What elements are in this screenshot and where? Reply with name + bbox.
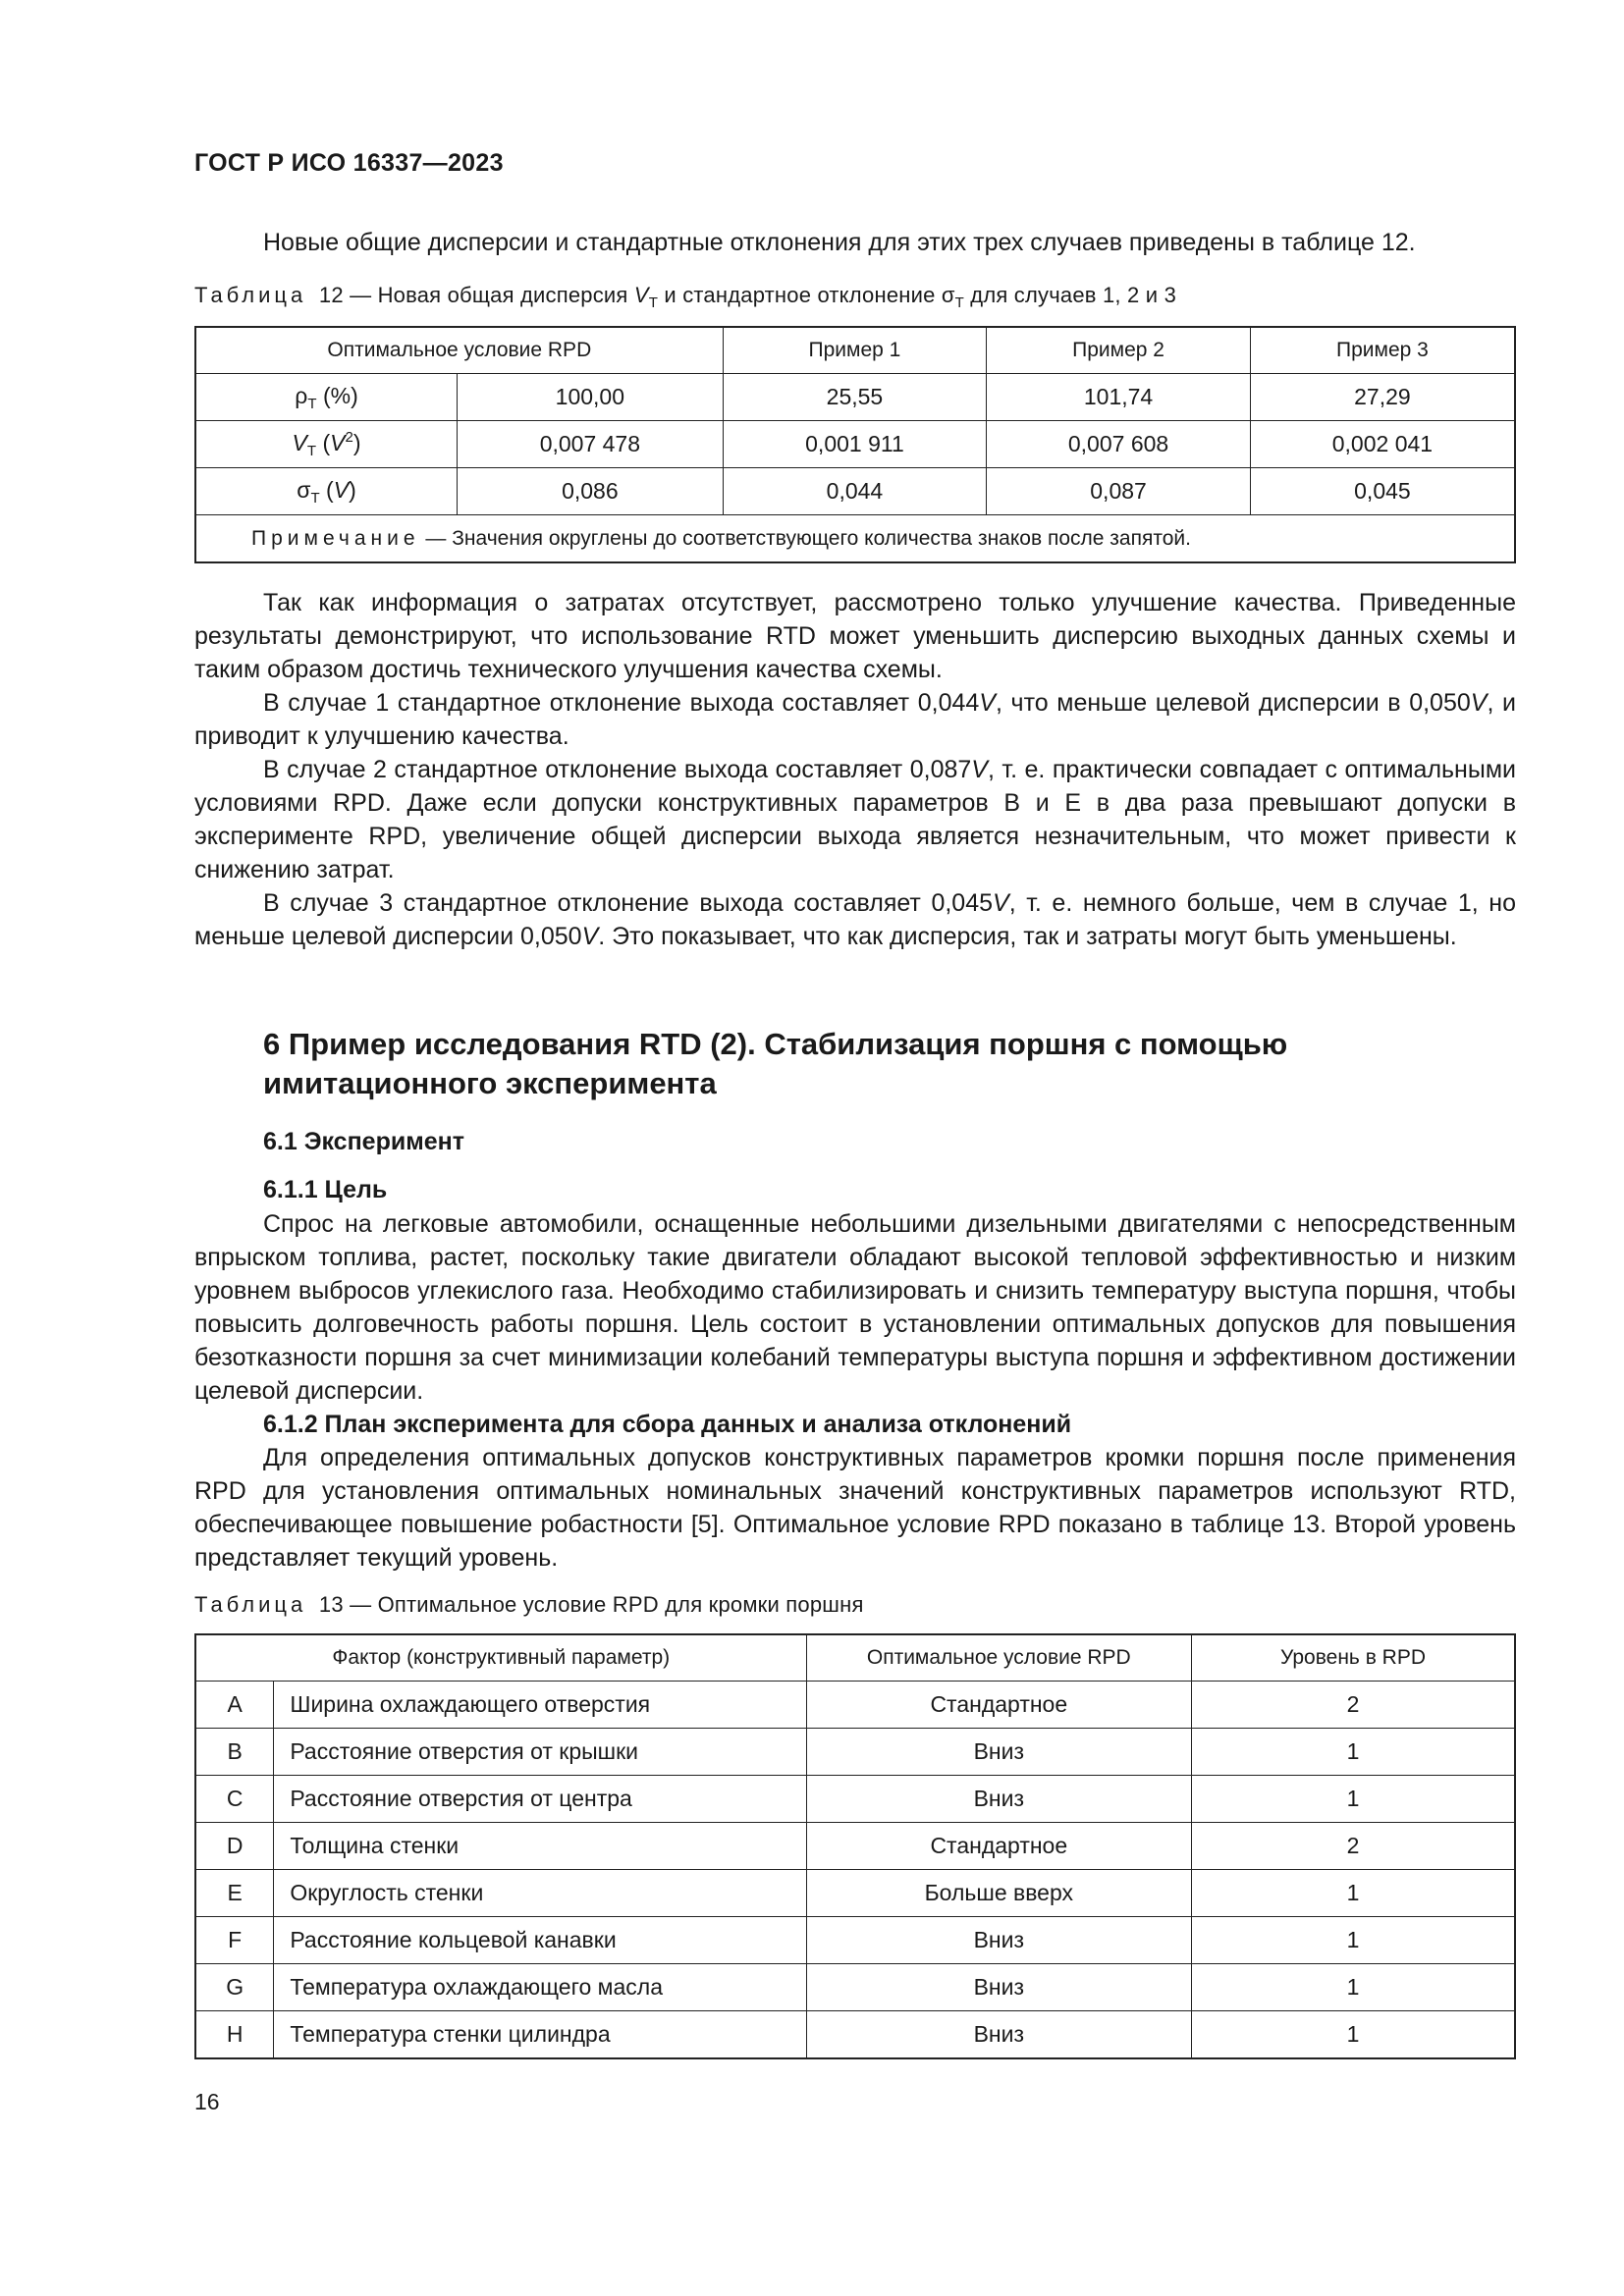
table-header-row	[195, 1634, 1515, 1682]
level-cell: 1	[1192, 1776, 1515, 1823]
table-cell: 100,00	[458, 374, 724, 421]
level-cell: 1	[1192, 1964, 1515, 2011]
table-cell: 0,087	[987, 468, 1251, 515]
condition-cell: Вниз	[806, 1729, 1191, 1776]
table-cell: 101,74	[987, 374, 1251, 421]
table-row	[195, 421, 1515, 468]
paragraph: В случае 3 стандартное отклонение выхода составляет 0,045V, т. е. немного больше, чем в случае 1, но меньше целевой дисперсии 0,050V. Это показывает, что как дисперсия, так и затраты могут быть уменьшены.	[194, 889, 1516, 950]
table-cell: 0,045	[1250, 468, 1515, 515]
factor-code-cell: B	[195, 1729, 274, 1776]
condition-cell: Вниз	[806, 1776, 1191, 1823]
section-6-1-2-heading: 6.1.2 План эксперимента для сбора данных и анализа отклонений	[263, 1411, 1072, 1438]
table-row	[195, 2011, 1515, 2059]
table-cell: 25,55	[723, 374, 987, 421]
note-text: — Значения округлены до соответствующего количества знаков после запятой.	[419, 526, 1191, 550]
factor-code-cell: C	[195, 1776, 274, 1823]
table-row	[195, 1823, 1515, 1870]
table-row	[195, 1964, 1515, 2011]
body-text-2	[194, 1207, 1516, 1575]
table-cell: 0,007 478	[458, 421, 724, 468]
caption-text: 12 — Новая общая дисперсия	[318, 283, 634, 307]
table-header-row	[195, 327, 1515, 374]
condition-cell: Вниз	[806, 1917, 1191, 1964]
table-note	[195, 515, 1515, 563]
table-row	[195, 1682, 1515, 1729]
row-label: $V_T$ $(V^2)$	[195, 421, 458, 468]
factor-name-cell: Температура стенки цилиндра	[274, 2011, 806, 2059]
table-13-caption	[194, 1592, 864, 1618]
factor-code-cell: H	[195, 2011, 274, 2059]
condition-cell: Стандартное	[806, 1823, 1191, 1870]
caption-text: и стандартное отклонение σ	[658, 283, 955, 307]
factor-name-cell: Ширина охлаждающего отверстия	[274, 1682, 806, 1729]
section-6-1-heading: 6.1 Эксперимент	[263, 1128, 464, 1155]
level-cell: 2	[1192, 1823, 1515, 1870]
column-header: Фактор (конструктивный параметр)	[195, 1634, 806, 1682]
column-header: Уровень в RPD	[1192, 1634, 1515, 1682]
factor-name-cell: Расстояние кольцевой канавки	[274, 1917, 806, 1964]
table-row	[195, 374, 1515, 421]
table-cell: 27,29	[1250, 374, 1515, 421]
caption-word: Таблица	[194, 283, 307, 307]
paragraph: В случае 2 стандартное отклонение выхода составляет 0,087V, т. е. практически совпадает с оптимальными условиями RPD. Даже если допуски конструктивных параметров В и Е в два раза превышают допуски в эксперименте RPD, увеличение общей дисперсии выхода является незначительным, что может привести к снижению затрат.	[194, 756, 1516, 883]
paragraph: Для определения оптимальных допусков конструктивных параметров кромки поршня после применения RPD для установления оптимальных номинальных значений конструктивных параметров используют RTD, обеспечивающее повышение робастности [5]. Оптимальное условие RPD показано в таблице 13. Второй уровень представляет текущий уровень.	[194, 1444, 1516, 1572]
table-row	[195, 1870, 1515, 1917]
condition-cell: Больше вверх	[806, 1870, 1191, 1917]
body-text-1	[194, 586, 1516, 953]
factor-code-cell: A	[195, 1682, 274, 1729]
caption-text: 13 — Оптимальное условие RPD для кромки поршня	[318, 1592, 864, 1617]
factor-code-cell: G	[195, 1964, 274, 2011]
table-row	[195, 1917, 1515, 1964]
table-cell: 0,002 041	[1250, 421, 1515, 468]
row-label: $\rho_T$ (%)	[195, 374, 458, 421]
condition-cell: Вниз	[806, 2011, 1191, 2059]
section-6-heading: 6 Пример исследования RTD (2). Стабилизация поршня с помощью имитационного эксперимента	[263, 1027, 1288, 1100]
condition-cell: Вниз	[806, 1964, 1191, 2011]
column-header: Пример 1	[723, 327, 987, 374]
factor-code-cell: D	[195, 1823, 274, 1870]
paragraph: Спрос на легковые автомобили, оснащенные небольшими дизельными двигателями с непосредственным впрыском топлива, растет, поскольку такие двигатели обладают высокой тепловой эффективностью и низким уровнем выбросов углекислого газа. Необходимо стабилизировать и снизить температуру выступа поршня, чтобы повысить долговечность работы поршня. Цель состоит в установлении оптимальных допусков для повышения безотказности поршня за счет минимизации колебаний температуры выступа поршня и эффективном достижении целевой дисперсии.	[194, 1210, 1516, 1405]
level-cell: 1	[1192, 1729, 1515, 1776]
level-cell: 2	[1192, 1682, 1515, 1729]
caption-subscript: T	[648, 294, 659, 311]
factor-name-cell: Расстояние отверстия от центра	[274, 1776, 806, 1823]
table-row	[195, 1729, 1515, 1776]
caption-word: Таблица	[194, 1592, 307, 1617]
column-header: Пример 2	[987, 327, 1251, 374]
section-6-1-1-heading: 6.1.1 Цель	[263, 1176, 388, 1203]
table-note-row	[195, 515, 1515, 563]
row-label: $\sigma_T$ (V)	[195, 468, 458, 515]
table-cell: 0,044	[723, 468, 987, 515]
table-cell: 0,007 608	[987, 421, 1251, 468]
caption-subscript: T	[954, 294, 964, 311]
caption-text: для случаев 1, 2 и 3	[964, 283, 1177, 307]
page-number: 16	[194, 2089, 220, 2114]
factor-name-cell: Толщина стенки	[274, 1823, 806, 1870]
condition-cell: Стандартное	[806, 1682, 1191, 1729]
note-word: Примечание	[251, 526, 420, 550]
column-header: Оптимальное условие RPD	[195, 327, 723, 374]
level-cell: 1	[1192, 2011, 1515, 2059]
paragraph: Так как информация о затратах отсутствует, рассмотрено только улучшение качества. Приведенные результаты демонстрируют, что использование RTD может уменьшить дисперсию выходных данных схемы и таким образом достичь технического улучшения качества схемы.	[194, 589, 1516, 683]
table-row	[195, 468, 1515, 515]
table-12	[194, 326, 1516, 563]
table-cell: 0,001 911	[723, 421, 987, 468]
level-cell: 1	[1192, 1917, 1515, 1964]
paragraph: В случае 1 стандартное отклонение выхода составляет 0,044V, что меньше целевой дисперсии в 0,050V, и приводит к улучшению качества.	[194, 689, 1516, 750]
caption-symbol: V	[633, 283, 649, 307]
intro-paragraph: Новые общие дисперсии и стандартные отклонения для этих трех случаев приведены в таблице 12.	[263, 229, 1416, 256]
factor-name-cell: Расстояние отверстия от крышки	[274, 1729, 806, 1776]
level-cell: 1	[1192, 1870, 1515, 1917]
table-12-caption	[194, 283, 1176, 311]
column-header: Оптимальное условие RPD	[806, 1634, 1191, 1682]
column-header: Пример 3	[1250, 327, 1515, 374]
factor-name-cell: Округлость стенки	[274, 1870, 806, 1917]
table-13	[194, 1633, 1516, 2059]
factor-code-cell: F	[195, 1917, 274, 1964]
factor-name-cell: Температура охлаждающего масла	[274, 1964, 806, 2011]
document-header: ГОСТ Р ИСО 16337—2023	[194, 149, 504, 177]
table-cell: 0,086	[458, 468, 724, 515]
factor-code-cell: E	[195, 1870, 274, 1917]
table-row	[195, 1776, 1515, 1823]
